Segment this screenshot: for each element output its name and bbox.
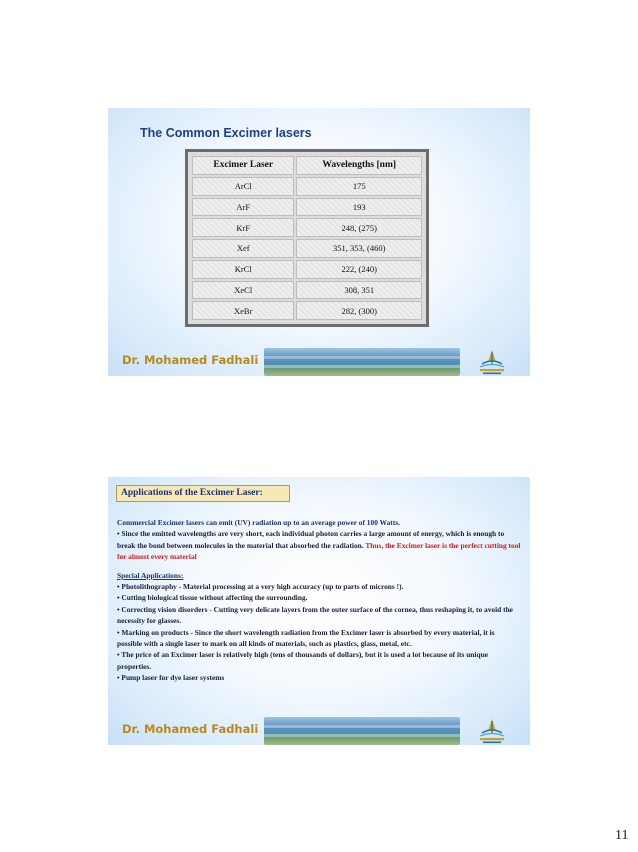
- bullet-paragraph: [117, 528, 521, 562]
- table-header-row: [192, 156, 422, 175]
- table-row: [192, 239, 422, 258]
- table-cell: KrF: [192, 218, 294, 237]
- page-number: 11: [615, 828, 629, 843]
- university-logo-icon: [466, 717, 518, 745]
- table-cell: 175: [296, 177, 422, 196]
- table-cell: 351, 353, (460): [296, 239, 422, 258]
- coastline-photo: [264, 717, 460, 745]
- list-item: • Photolithography - Material processing at a very high accuracy (up to parts of microns !).: [117, 582, 404, 592]
- slide-body-text: [117, 517, 521, 684]
- table-row: [192, 281, 422, 300]
- university-logo-icon: [466, 348, 518, 376]
- table-cell: 282, (300): [296, 301, 422, 320]
- bullet-text: • Since the emitted wavelengths are very short, each individual photon carries a large amount of energy, which is enough to break the bond between molecules in the material that absorbed the radiation.: [117, 529, 505, 550]
- table-cell: ArF: [192, 198, 294, 217]
- list-item: • Correcting vision disorders - Cutting very delicate layers from the outer surface of the cornea, thus reshaping it, to avoid the necessity for glasses.: [117, 604, 513, 626]
- table-row: [192, 301, 422, 320]
- table-cell: XeCl: [192, 281, 294, 300]
- list-item: • The price of an Excimer laser is relatively high (tens of thousands of dollars), but it is used a lot because of its unique properties.: [117, 650, 488, 671]
- intro-paragraph: Commercial Excimer lasers can emit (UV) radiation up to an average power of 100 Watts.: [117, 518, 400, 527]
- table-row: [192, 260, 422, 279]
- table-row: [192, 177, 422, 196]
- slide-excimer-lasers-table: [108, 108, 530, 376]
- table-cell: 248, (275): [296, 218, 422, 237]
- highlight-text: Thus, the Excimer laser is the perfect cutting tool for almost every material: [117, 540, 521, 562]
- table-row: [192, 218, 422, 237]
- table-cell: XeBr: [192, 301, 294, 320]
- table-cell: KrCl: [192, 260, 294, 279]
- table-cell: Xef: [192, 239, 294, 258]
- slide-footer: [108, 715, 530, 745]
- table-header-cell: Wavelengths [nm]: [296, 156, 422, 175]
- table-cell: 193: [296, 198, 422, 217]
- list-item: • Marking on products - Since the short wavelength radiation from the Excimer laser is absorbed by every material, it is possible with a single laser to mark on all kinds of materials, such as plastics, glass, metal, etc.: [117, 627, 495, 649]
- table-cell: 308, 351: [296, 281, 422, 300]
- slide-footer: [108, 346, 530, 376]
- list-item: • Pump laser for dye laser systems: [117, 673, 225, 683]
- author-name: Dr. Mohamed Fadhali: [122, 353, 259, 367]
- excimer-laser-table: [185, 149, 429, 327]
- table-cell: 222, (240): [296, 260, 422, 279]
- table-row: [192, 198, 422, 217]
- table-cell: ArCl: [192, 177, 294, 196]
- coastline-photo: [264, 348, 460, 376]
- table-header-cell: Excimer Laser: [192, 156, 294, 175]
- slide-heading: Applications of the Excimer Laser:: [116, 485, 290, 502]
- list-item: • Cutting biological tissue without affecting the surrounding.: [117, 593, 308, 603]
- author-name: Dr. Mohamed Fadhali: [122, 722, 259, 736]
- slide-title: The Common Excimer lasers: [140, 126, 312, 140]
- slide-excimer-applications: [108, 477, 530, 745]
- special-applications-title: Special Applications:: [117, 570, 184, 580]
